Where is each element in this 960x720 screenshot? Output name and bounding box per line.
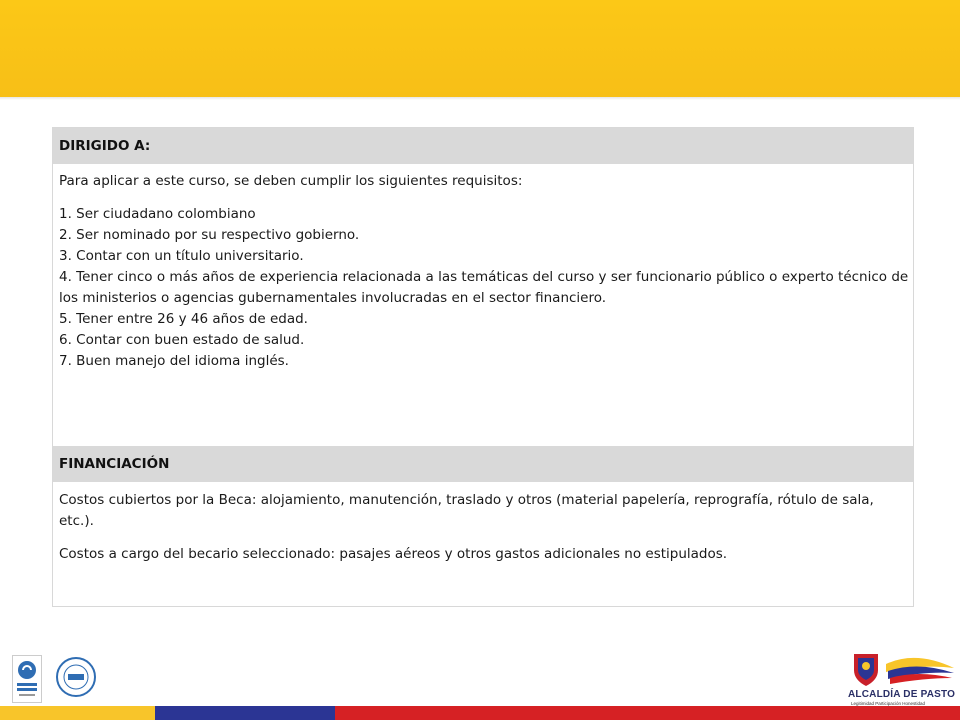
logo-name: ALCALDÍA DE PASTO <box>848 689 956 700</box>
requirement-item: 7. Buen manejo del idioma inglés. <box>59 353 289 369</box>
requirement-item: 5. Tener entre 26 y 46 años de edad. <box>59 311 308 327</box>
band-shadow <box>0 97 960 100</box>
logo-tagline: Legitimidad Participación Honestidad <box>851 701 926 706</box>
stripe-yellow <box>0 706 155 720</box>
stripe-red <box>335 706 960 720</box>
certification-badge-icon <box>12 655 42 703</box>
requirement-item: 1. Ser ciudadano colombiano <box>59 206 256 222</box>
requirement-item: 6. Contar con buen estado de salud. <box>59 332 305 348</box>
info-table <box>52 127 914 607</box>
certification-badges <box>12 655 92 705</box>
requirement-item: 2. Ser nominado por su respectivo gobierno. <box>59 227 360 243</box>
pasto-shield-icon <box>848 650 956 688</box>
financing-cell <box>59 490 909 565</box>
section-header-financiacion: FINANCIACIÓN <box>53 446 913 482</box>
bottom-flag-stripe <box>0 706 960 720</box>
requirement-item: 3. Contar con un título universitario. <box>59 248 304 264</box>
requirements-intro: Para aplicar a este curso, se deben cumplir los siguientes requisitos: <box>59 173 523 189</box>
requirements-cell <box>59 171 909 372</box>
costs-covered-text: Costos cubiertos por la Beca: alojamiento, manutención, traslado y otros (material papelería, reprografía, rótulo de sala, etc.). <box>59 492 874 529</box>
costs-recipient-text: Costos a cargo del becario seleccionado: pasajes aéreos y otros gastos adicionales no estipulados. <box>59 546 728 562</box>
stripe-blue <box>155 706 335 720</box>
requirement-item: 4. Tener cinco o más años de experiencia relacionada a las temáticas del curso y ser funcionario público o experto técnico de los ministerios o agencias gubernamentales involucradas en el sector financiero. <box>59 269 909 306</box>
flag-wings-icon <box>886 658 954 684</box>
top-yellow-band <box>0 0 960 97</box>
section-header-dirigido: DIRIGIDO A: <box>53 128 913 164</box>
alcaldia-logo <box>848 650 956 706</box>
iso-seal-icon <box>56 657 96 697</box>
